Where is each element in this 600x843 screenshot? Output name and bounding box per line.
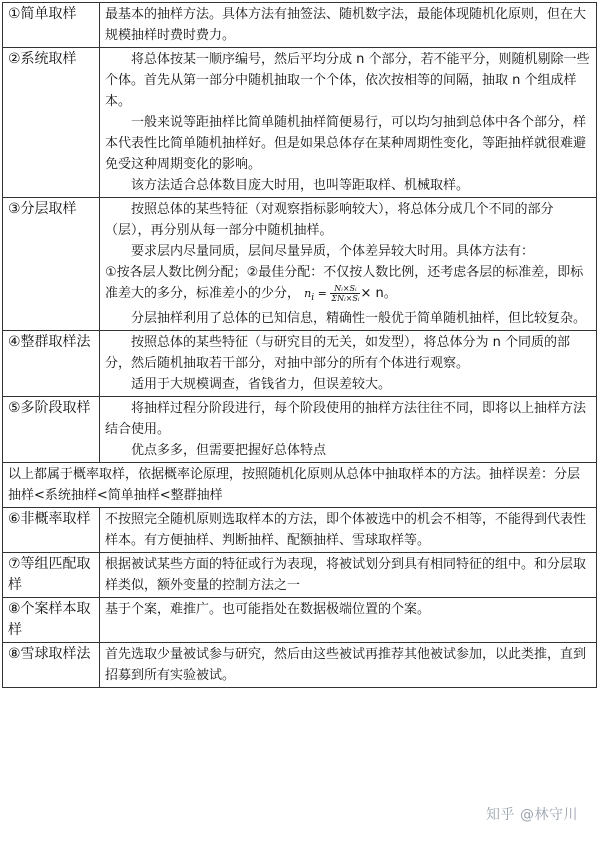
paragraph-text: 适用于大规模调查，省钱省力，但误差较大。 <box>131 377 392 393</box>
description-paragraph <box>105 4 592 46</box>
description-paragraph <box>105 509 592 551</box>
method-label: ③分层取样 <box>3 198 100 331</box>
method-label: ⑧个案样本取样 <box>3 598 100 643</box>
paragraph-text: 首先选取少量被试参与研究，然后由这些被试再推荐其他被试参加，以此类推，直到招募到所有实验被试。 <box>105 647 587 684</box>
description-paragraph <box>105 241 592 262</box>
table-row <box>3 331 597 397</box>
table-row <box>3 508 597 553</box>
summary-section <box>3 463 597 508</box>
paragraph-text: 将抽样过程分阶段进行，每个阶段使用的抽样方法往往不同，即将以上抽样方法结合使用。 <box>105 401 587 438</box>
method-description <box>100 3 597 48</box>
description-paragraph <box>105 599 592 620</box>
table-body-nonprobability <box>3 508 597 688</box>
description-paragraph <box>105 49 592 112</box>
table-row <box>3 198 597 331</box>
table-row <box>3 3 597 48</box>
method-description <box>100 508 597 553</box>
paragraph-text: 根据被试某些方面的特征或行为表现，将被试划分到具有相同特征的组中。和分层取样类似，额外变量的控制方法之一 <box>105 557 587 594</box>
description-paragraph <box>105 332 592 374</box>
table-body-probability <box>3 3 597 463</box>
paragraph-text: 最基本的抽样方法。具体方法有抽签法、随机数字法，最能体现随机化原则，但在大规模抽样时费时费力。 <box>105 7 587 43</box>
description-paragraph <box>105 175 592 196</box>
formula-numerator: Nᵢ×Sᵢ <box>330 284 360 294</box>
paragraph-text: 分层抽样利用了总体的已知信息，精确性一般优于简单随机抽样，但比较复杂。 <box>131 311 587 327</box>
method-description <box>100 198 597 331</box>
description-paragraph <box>105 440 592 461</box>
paragraph-text: 按照总体的某些特征（与研究目的无关，如发型），将总体分为 n 个同质的部分，然后随机抽取若干部分，对抽中部分的所有个体进行观察。 <box>105 335 571 372</box>
method-label: ⑦等组匹配取样 <box>3 553 100 598</box>
description-paragraph <box>105 644 592 686</box>
description-paragraph <box>105 112 592 175</box>
summary-row <box>3 463 597 508</box>
method-label: ④整群取样法 <box>3 331 100 397</box>
summary-text: 以上都属于概率取样，依据概率论原理，按照随机化原则从总体中抽取样本的方法。抽样误差：分层抽样<系统抽样<简单抽样<整群抽样 <box>3 463 597 508</box>
paragraph-text: 将总体按某一顺序编号，然后平均分成 n 个部分，若不能平分，则随机剔除一些个体。首先从第一部分中随机抽取一个个体，依次按相等的间隔，抽取 n 个组成样本。 <box>105 52 590 109</box>
method-description <box>100 48 597 198</box>
description-paragraph <box>105 308 592 329</box>
watermark-text: 知乎 @林守川 <box>486 807 578 823</box>
paragraph-text: 要求层内尽量同质，层间尽量异质，个体差异较大时用。具体方法有： <box>131 244 535 259</box>
description-paragraph <box>105 554 592 596</box>
paragraph-text: ①按各层人数比例分配；②最佳分配：不仅按人数比例，还考虑各层的标准差，即标准差大的多分，标准差小的少分， <box>105 265 584 301</box>
formula-fraction <box>330 284 360 303</box>
table-row <box>3 598 597 643</box>
table-row <box>3 397 597 463</box>
method-label: ⑧雪球取样法 <box>3 643 100 688</box>
paragraph-text: 不按照完全随机原则选取样本的方法，即个体被选中的机会不相等，不能得到代表性样本。有方便抽样、判断抽样、配额抽样、雪球取样等。 <box>105 512 587 549</box>
paragraph-text: 基于个案，难推广。也可能指处在数据极端位置的个案。 <box>105 602 431 618</box>
method-label: ⑤多阶段取样 <box>3 397 100 463</box>
description-paragraph <box>105 262 592 308</box>
description-paragraph <box>105 374 592 395</box>
table-row <box>3 48 597 198</box>
method-description <box>100 331 597 397</box>
method-label: ①简单取样 <box>3 3 100 48</box>
allocation-formula: $n_i$ = $\frac{\text{Nᵢ×Sᵢ}}{\text{ΣNᵢ×Sᵢ}}$ × n。 <box>304 284 397 304</box>
method-label: ⑥非概率取样 <box>3 508 100 553</box>
table-row <box>3 643 597 688</box>
method-description <box>100 397 597 463</box>
method-description <box>100 553 597 598</box>
formula-tail: × n。 <box>360 286 397 301</box>
method-description <box>100 643 597 688</box>
formula-lhs: $n_i$ <box>304 287 315 304</box>
description-paragraph <box>105 398 592 440</box>
paragraph-text: 一般来说等距抽样比简单随机抽样简便易行，可以均匀抽到总体中各个部分，样本代表性比简单随机抽样好。但是如果总体存在某种周期性变化，等距抽样就很难避免受这种周期变化的影响。 <box>105 115 587 172</box>
method-description <box>100 598 597 643</box>
paragraph-text: 按照总体的某些特征（对观察指标影响较大），将总体分成几个不同的部分（层），再分别从每一部分中随机抽样。 <box>105 202 554 238</box>
paragraph-text: 该方法适合总体数目庞大时用，也叫等距取样、机械取样。 <box>131 178 470 193</box>
description-paragraph <box>105 199 592 241</box>
table-row <box>3 553 597 598</box>
method-label: ②系统取样 <box>3 48 100 198</box>
formula-denominator: ΣNᵢ×Sᵢ <box>331 294 360 303</box>
paragraph-text: 优点多多，但需要把握好总体特点 <box>131 443 327 459</box>
sampling-methods-table <box>2 2 597 688</box>
